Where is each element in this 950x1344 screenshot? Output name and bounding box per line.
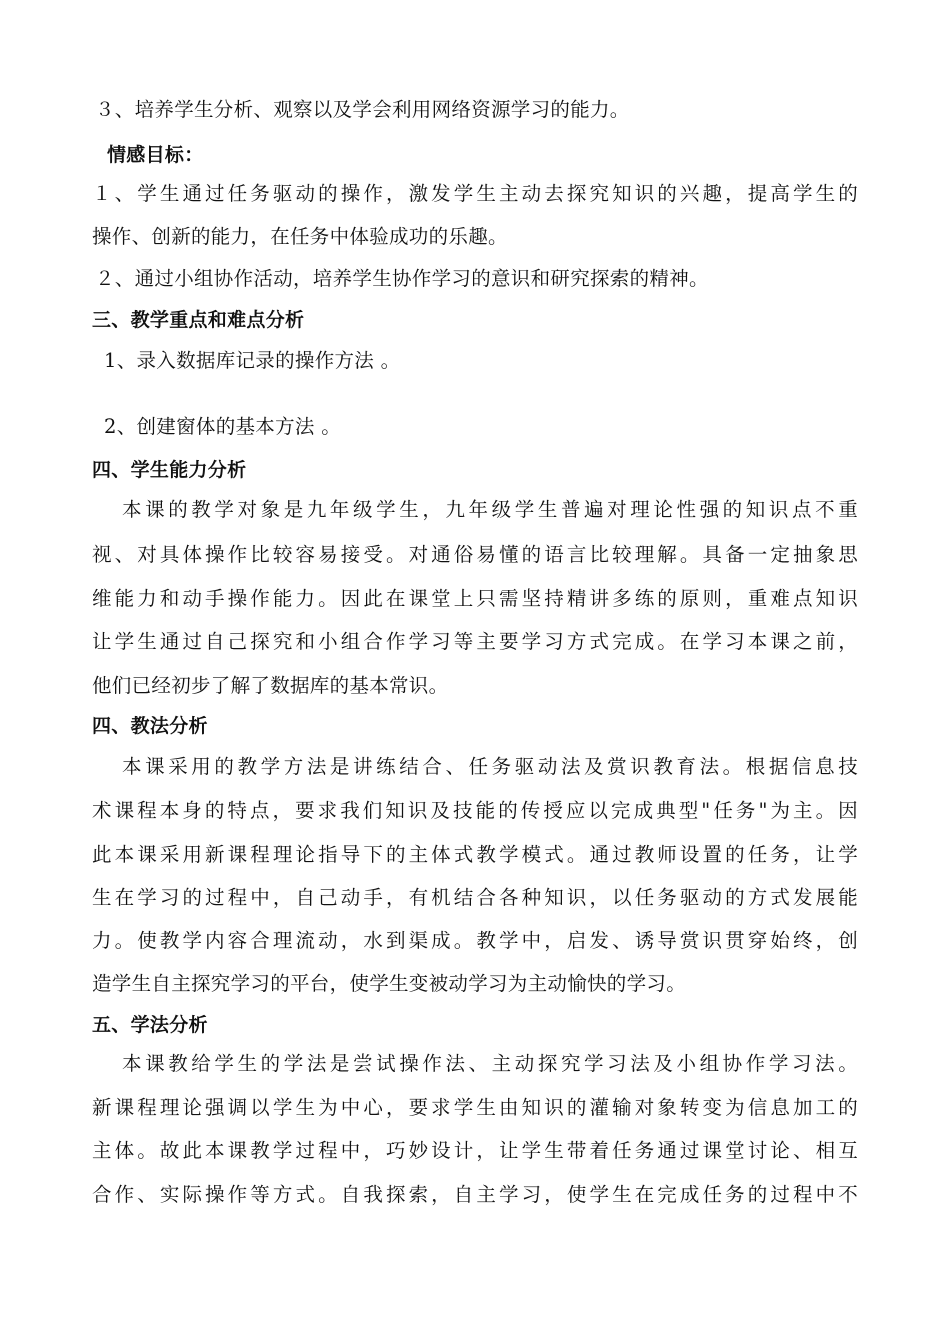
section-heading-student-ability: 四、学生能力分析	[92, 459, 247, 481]
section-heading-learning-method: 五、学法分析	[92, 1014, 208, 1036]
teaching-method-para-line-1: 本课采用的教学方法是讲练结合、任务驱动法及赏识教育法。根据信息技	[122, 755, 858, 778]
learning-method-para-line-2: 新课程理论强调以学生为中心，要求学生由知识的灌输对象转变为信息加工的	[92, 1096, 858, 1119]
affective-goal-1-line-2: 操作、创新的能力，在任务中体验成功的乐趣。	[92, 225, 508, 248]
affective-goal-1-line-1: １、学生通过任务驱动的操作，激发学生主动去探究知识的兴趣，提高学生的	[92, 182, 858, 205]
teaching-method-para-line-3: 此本课采用新课程理论指导下的主体式教学模式。通过教师设置的任务，让学	[92, 843, 858, 866]
teaching-method-para-line-6: 造学生自主探究学习的平台，使学生变被动学习为主动愉快的学习。	[92, 972, 687, 995]
affective-goals-heading: 情感目标：	[107, 144, 204, 166]
teaching-method-para-line-5: 力。使教学内容合理流动，水到渠成。教学中，启发、诱导赏识贯穿始终，创	[92, 929, 858, 952]
section-heading-teaching-method: 四、教法分析	[92, 715, 208, 737]
learning-method-para-line-1: 本课教给学生的学法是尝试操作法、主动探究学习法及小组协作学习法。	[122, 1052, 858, 1075]
learning-method-para-line-3: 主体。故此本课教学过程中，巧妙设计，让学生带着任务通过课堂讨论、相互	[92, 1139, 858, 1162]
teaching-method-para-line-4: 生在学习的过程中，自己动手，有机结合各种知识，以任务驱动的方式发展能	[92, 886, 858, 909]
affective-goal-2: ２、通过小组协作活动，培养学生协作学习的意识和研究探索的精神。	[95, 267, 709, 290]
key-point-2: 2、创建窗体的基本方法 。	[104, 415, 342, 438]
objective-3: ３、培养学生分析、观察以及学会利用网络资源学习的能力。	[95, 98, 630, 121]
student-ability-para-line-3: 维能力和动手操作能力。因此在课堂上只需坚持精讲多练的原则，重难点知识	[92, 587, 858, 610]
student-ability-para-line-4: 让学生通过自己探究和小组合作学习等主要学习方式完成。在学习本课之前，	[92, 630, 858, 653]
key-point-1: 1、录入数据库记录的操作方法 。	[104, 349, 401, 372]
student-ability-para-line-5: 他们已经初步了解了数据库的基本常识。	[92, 674, 449, 697]
section-heading-key-points: 三、教学重点和难点分析	[92, 309, 305, 331]
student-ability-para-line-2: 视、对具体操作比较容易接受。对通俗易懂的语言比较理解。具备一定抽象思	[92, 543, 858, 566]
student-ability-para-line-1: 本课的教学对象是九年级学生，九年级学生普遍对理论性强的知识点不重	[122, 498, 858, 521]
teaching-method-para-line-2: 术课程本身的特点，要求我们知识及技能的传授应以完成典型"任务"为主。因	[92, 799, 858, 822]
learning-method-para-line-4: 合作、实际操作等方式。自我探索，自主学习，使学生在完成任务的过程中不	[92, 1183, 858, 1206]
